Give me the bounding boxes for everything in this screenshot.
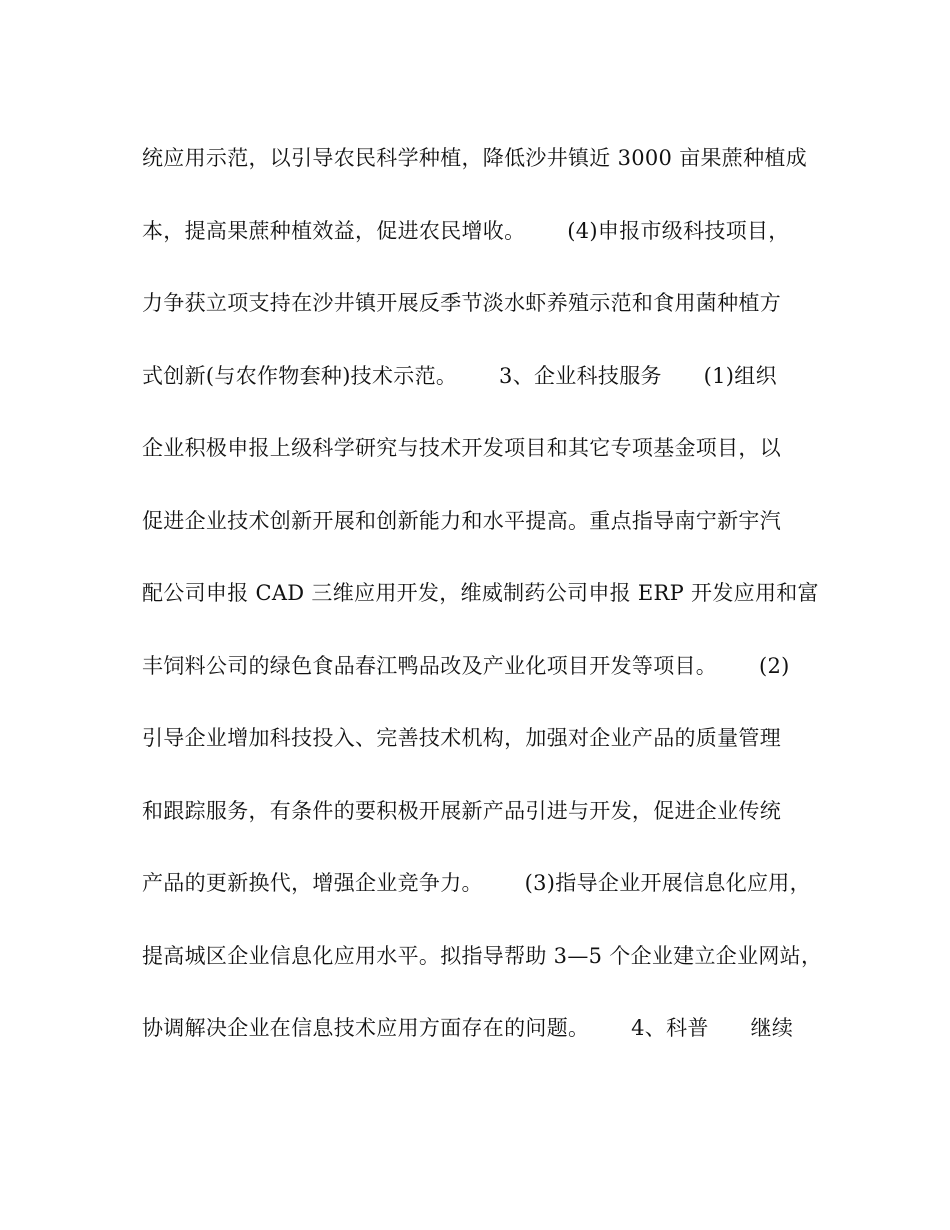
text-line: 丰饲料公司的绿色食品春江鸭品改及产业化项目开发等项目。 (2) [142, 653, 790, 678]
text-line: 和跟踪服务，有条件的要积极开展新产品引进与开发，促进企业传统 [142, 798, 781, 823]
body-text [142, 136, 832, 1079]
text-line: 产品的更新换代，增强企业竞争力。 (3)指导企业开展信息化应用， [142, 871, 811, 895]
text-line: 统应用示范，以引导农民科学种植，降低沙井镇近 3000 亩果蔗种植成 [142, 146, 807, 170]
text-line: 配公司申报 CAD 三维应用开发，维威制药公司申报 ERP 开发应用和富 [142, 581, 819, 605]
text-line: 企业积极申报上级科学研究与技术开发项目和其它专项基金项目，以 [142, 436, 781, 460]
text-line: 引导企业增加科技投入、完善技术机构，加强对企业产品的质量管理 [142, 726, 781, 750]
text-line: 提高城区企业信息化应用水平。拟指导帮助 3—5 个企业建立企业网站， [142, 943, 823, 968]
text-line: 协调解决企业在信息技术应用方面存在的问题。 4、科普 继续 [142, 1016, 794, 1040]
text-line: 力争获立项支持在沙井镇开展反季节淡水虾养殖示范和食用菌种植方 [142, 291, 781, 315]
text-line: 本，提高果蔗种植效益，促进农民增收。 (4)申报市级科技项目， [142, 218, 790, 243]
text-line: 促进企业技术创新开展和创新能力和水平提高。重点指导南宁新宇汽 [142, 508, 781, 533]
text-line: 式创新(与农作物套种)技术示范。 3、企业科技服务 (1)组织 [142, 363, 777, 388]
